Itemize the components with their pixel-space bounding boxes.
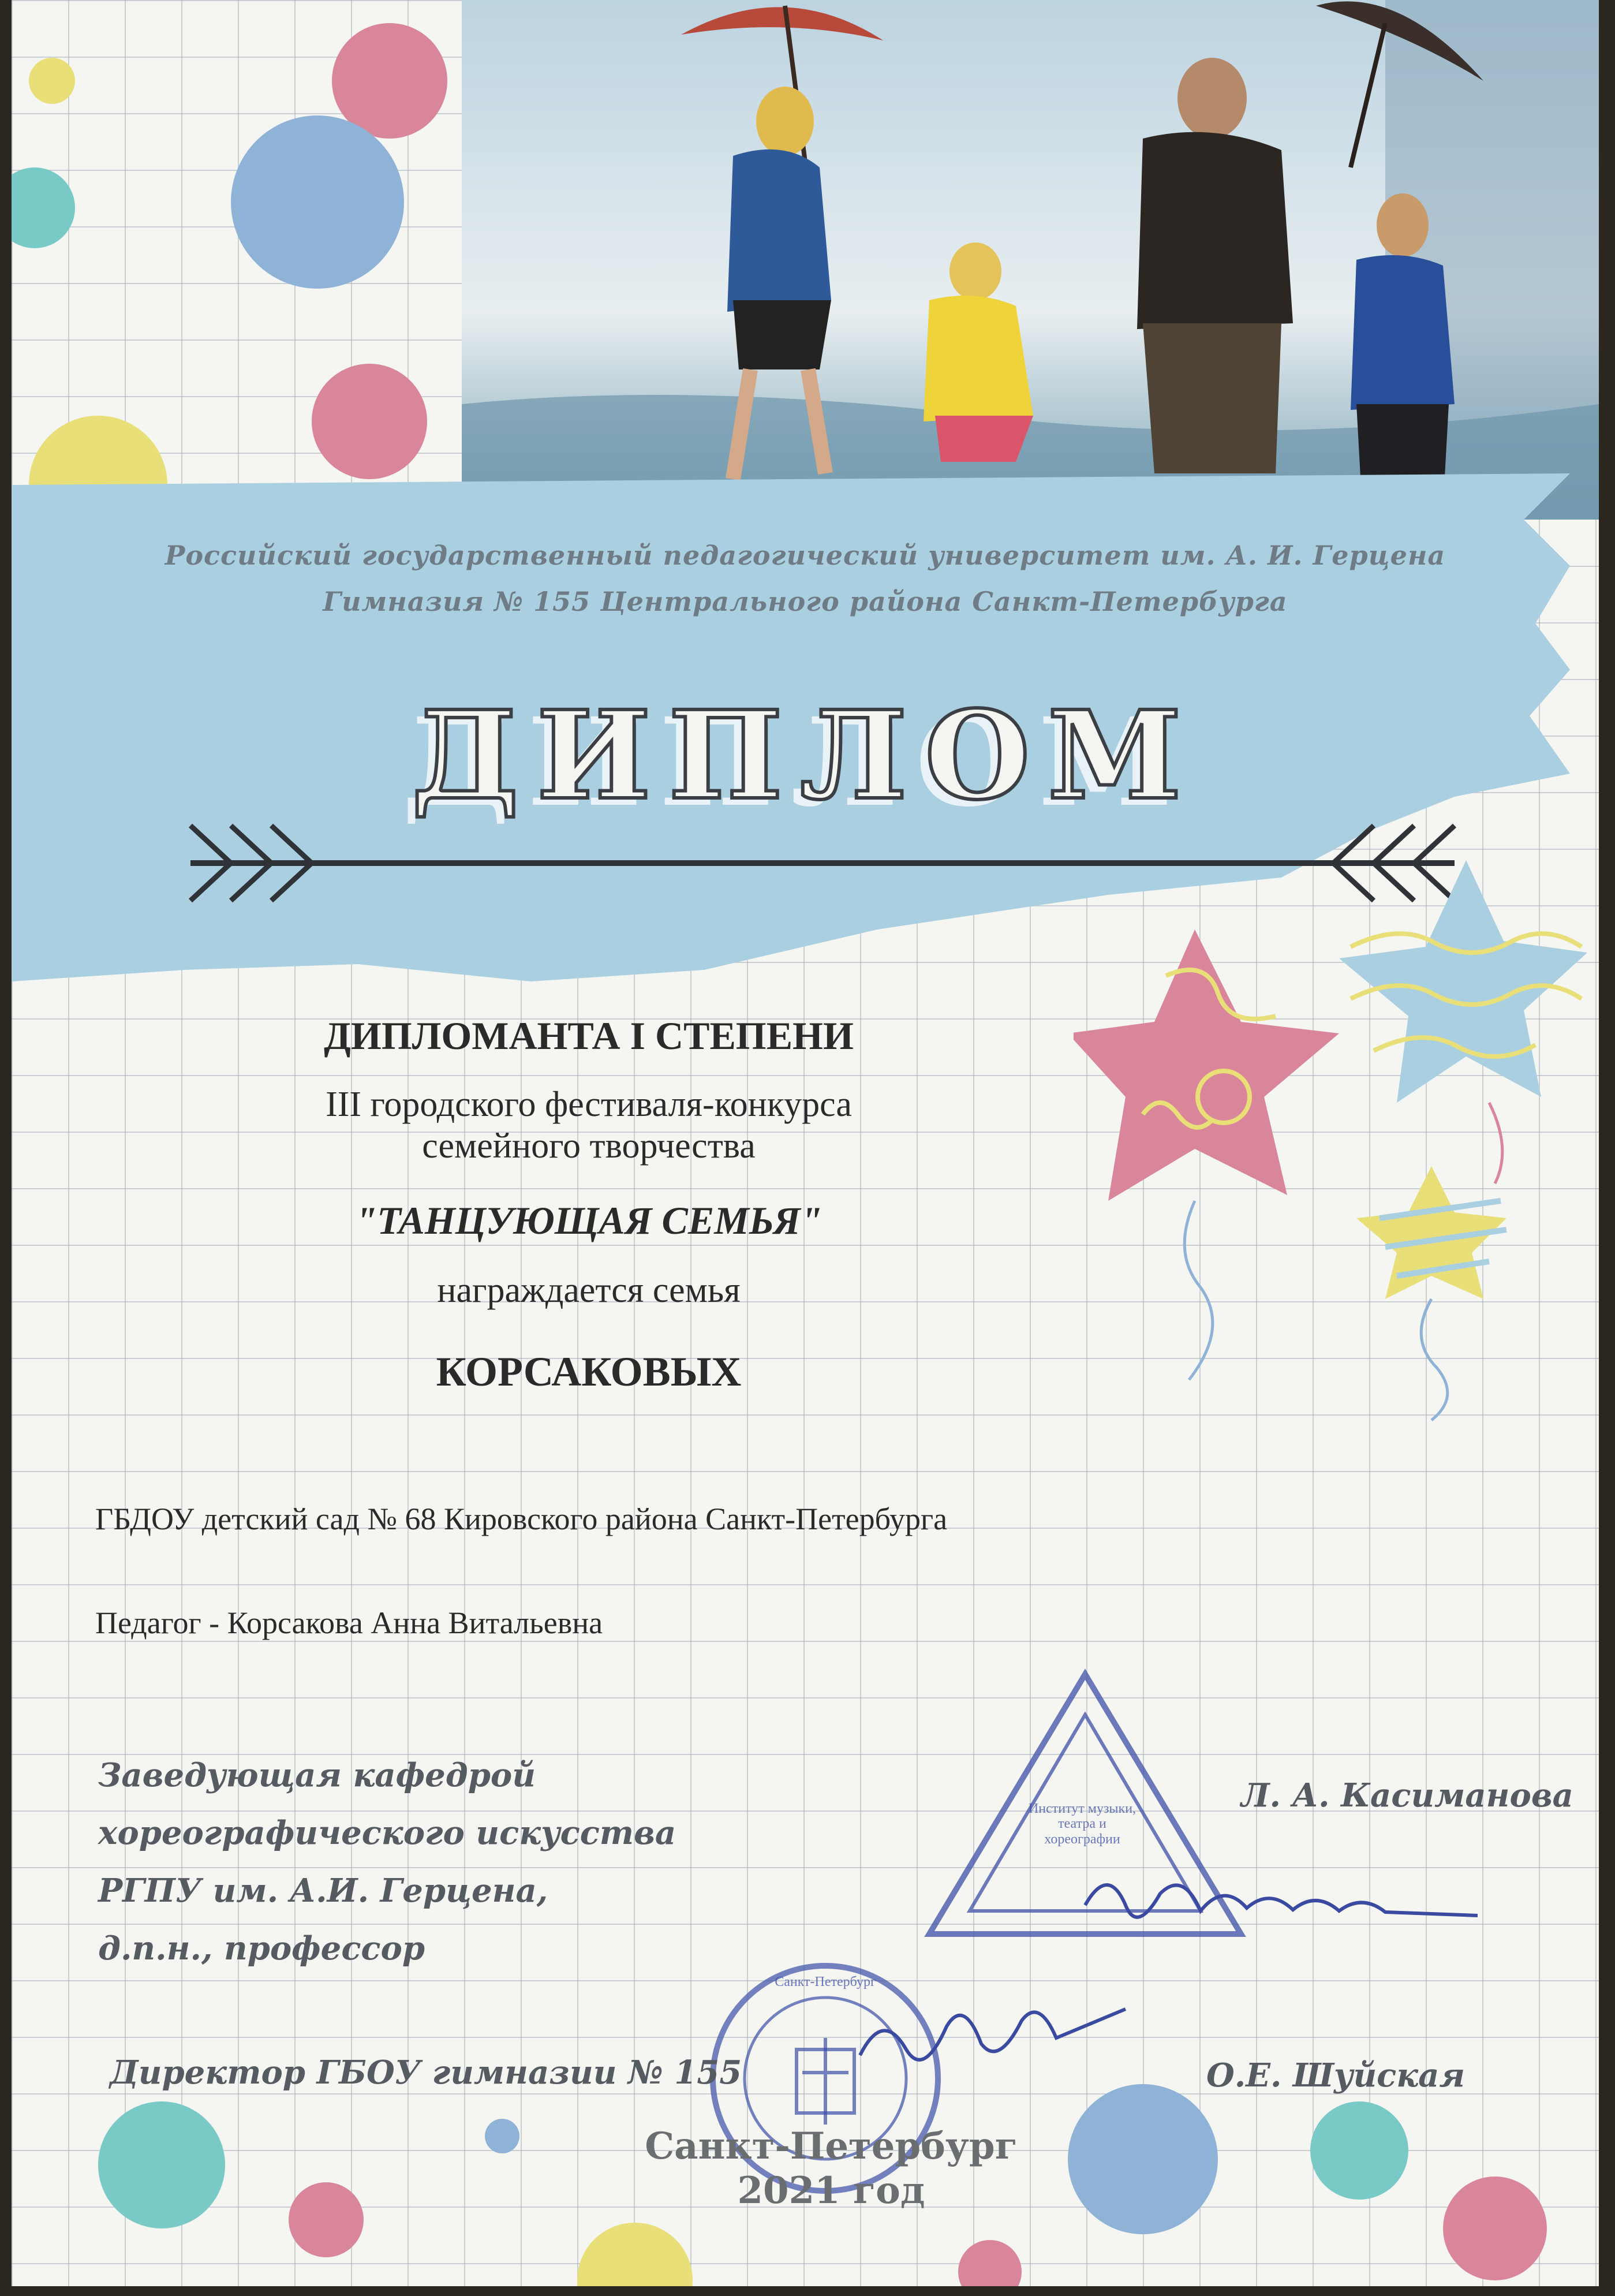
decorative-dot bbox=[12, 167, 75, 248]
head-name: Л. А. Касиманова bbox=[1241, 1776, 1573, 1815]
awarded-line: награждается семья bbox=[437, 1271, 741, 1310]
decorative-dot bbox=[1443, 2176, 1547, 2280]
head-title-line-1: Заведующая кафедрой bbox=[98, 1756, 536, 1794]
triangle-stamp-text: Институт музыки, театра и хореографии bbox=[1028, 1801, 1137, 1847]
family-painting bbox=[462, 0, 1599, 520]
university-name: Российский государственный педагогический университет им. А. И. Герцена bbox=[165, 540, 1446, 571]
head-title-line-2: хореографического искусства bbox=[98, 1814, 676, 1852]
festival-name: "ТАНЦУЮЩАЯ СЕМЬЯ" bbox=[355, 1199, 823, 1242]
handwritten-signature bbox=[1074, 1859, 1489, 1940]
teacher-line: Педагог - Корсакова Анна Витальевна bbox=[95, 1606, 603, 1640]
decorative-dot bbox=[1310, 2101, 1408, 2200]
decorative-dot bbox=[577, 2223, 693, 2286]
director-name: О.Е. Шуйская bbox=[1206, 2056, 1466, 2095]
director-signature bbox=[848, 1986, 1137, 2090]
decorative-dot bbox=[485, 2119, 519, 2153]
year: 2021 год bbox=[737, 2168, 925, 2212]
decorative-dot bbox=[1068, 2084, 1218, 2234]
degree-heading: ДИПЛОМАНТА I СТЕПЕНИ bbox=[324, 1014, 854, 1058]
institution-line: ГБДОУ детский сад № 68 Кировского района Санкт-Петербурга bbox=[95, 1502, 948, 1536]
gymnasium-name: Гимназия № 155 Центрального района Санкт-Петербурга bbox=[323, 586, 1288, 617]
director-title: Директор ГБОУ гимназии № 155 bbox=[110, 2054, 742, 2092]
city: Санкт-Петербург bbox=[645, 2125, 1018, 2168]
decorative-dot bbox=[312, 364, 427, 479]
city-year bbox=[600, 2125, 1062, 2213]
family-name: КОРСАКОВЫХ bbox=[436, 1349, 742, 1395]
decorative-dot bbox=[958, 2240, 1022, 2286]
festival-line-1: III городского фестиваля-конкурса bbox=[326, 1085, 852, 1124]
decorative-dot bbox=[231, 115, 404, 289]
decorative-dot bbox=[289, 2182, 364, 2257]
decorative-dot bbox=[29, 58, 75, 104]
diploma-sheet bbox=[12, 0, 1599, 2286]
head-title-line-3: РГПУ им. А.И. Герцена, bbox=[98, 1872, 548, 1910]
round-seal-text: Санкт-Петербург bbox=[775, 1974, 876, 1989]
diploma-title: ДИПЛОМ bbox=[411, 684, 1199, 827]
head-title-line-4: д.п.н., профессор bbox=[98, 1929, 425, 1968]
decorative-dot bbox=[98, 2101, 225, 2228]
festival-line-2: семейного творчества bbox=[422, 1126, 756, 1166]
